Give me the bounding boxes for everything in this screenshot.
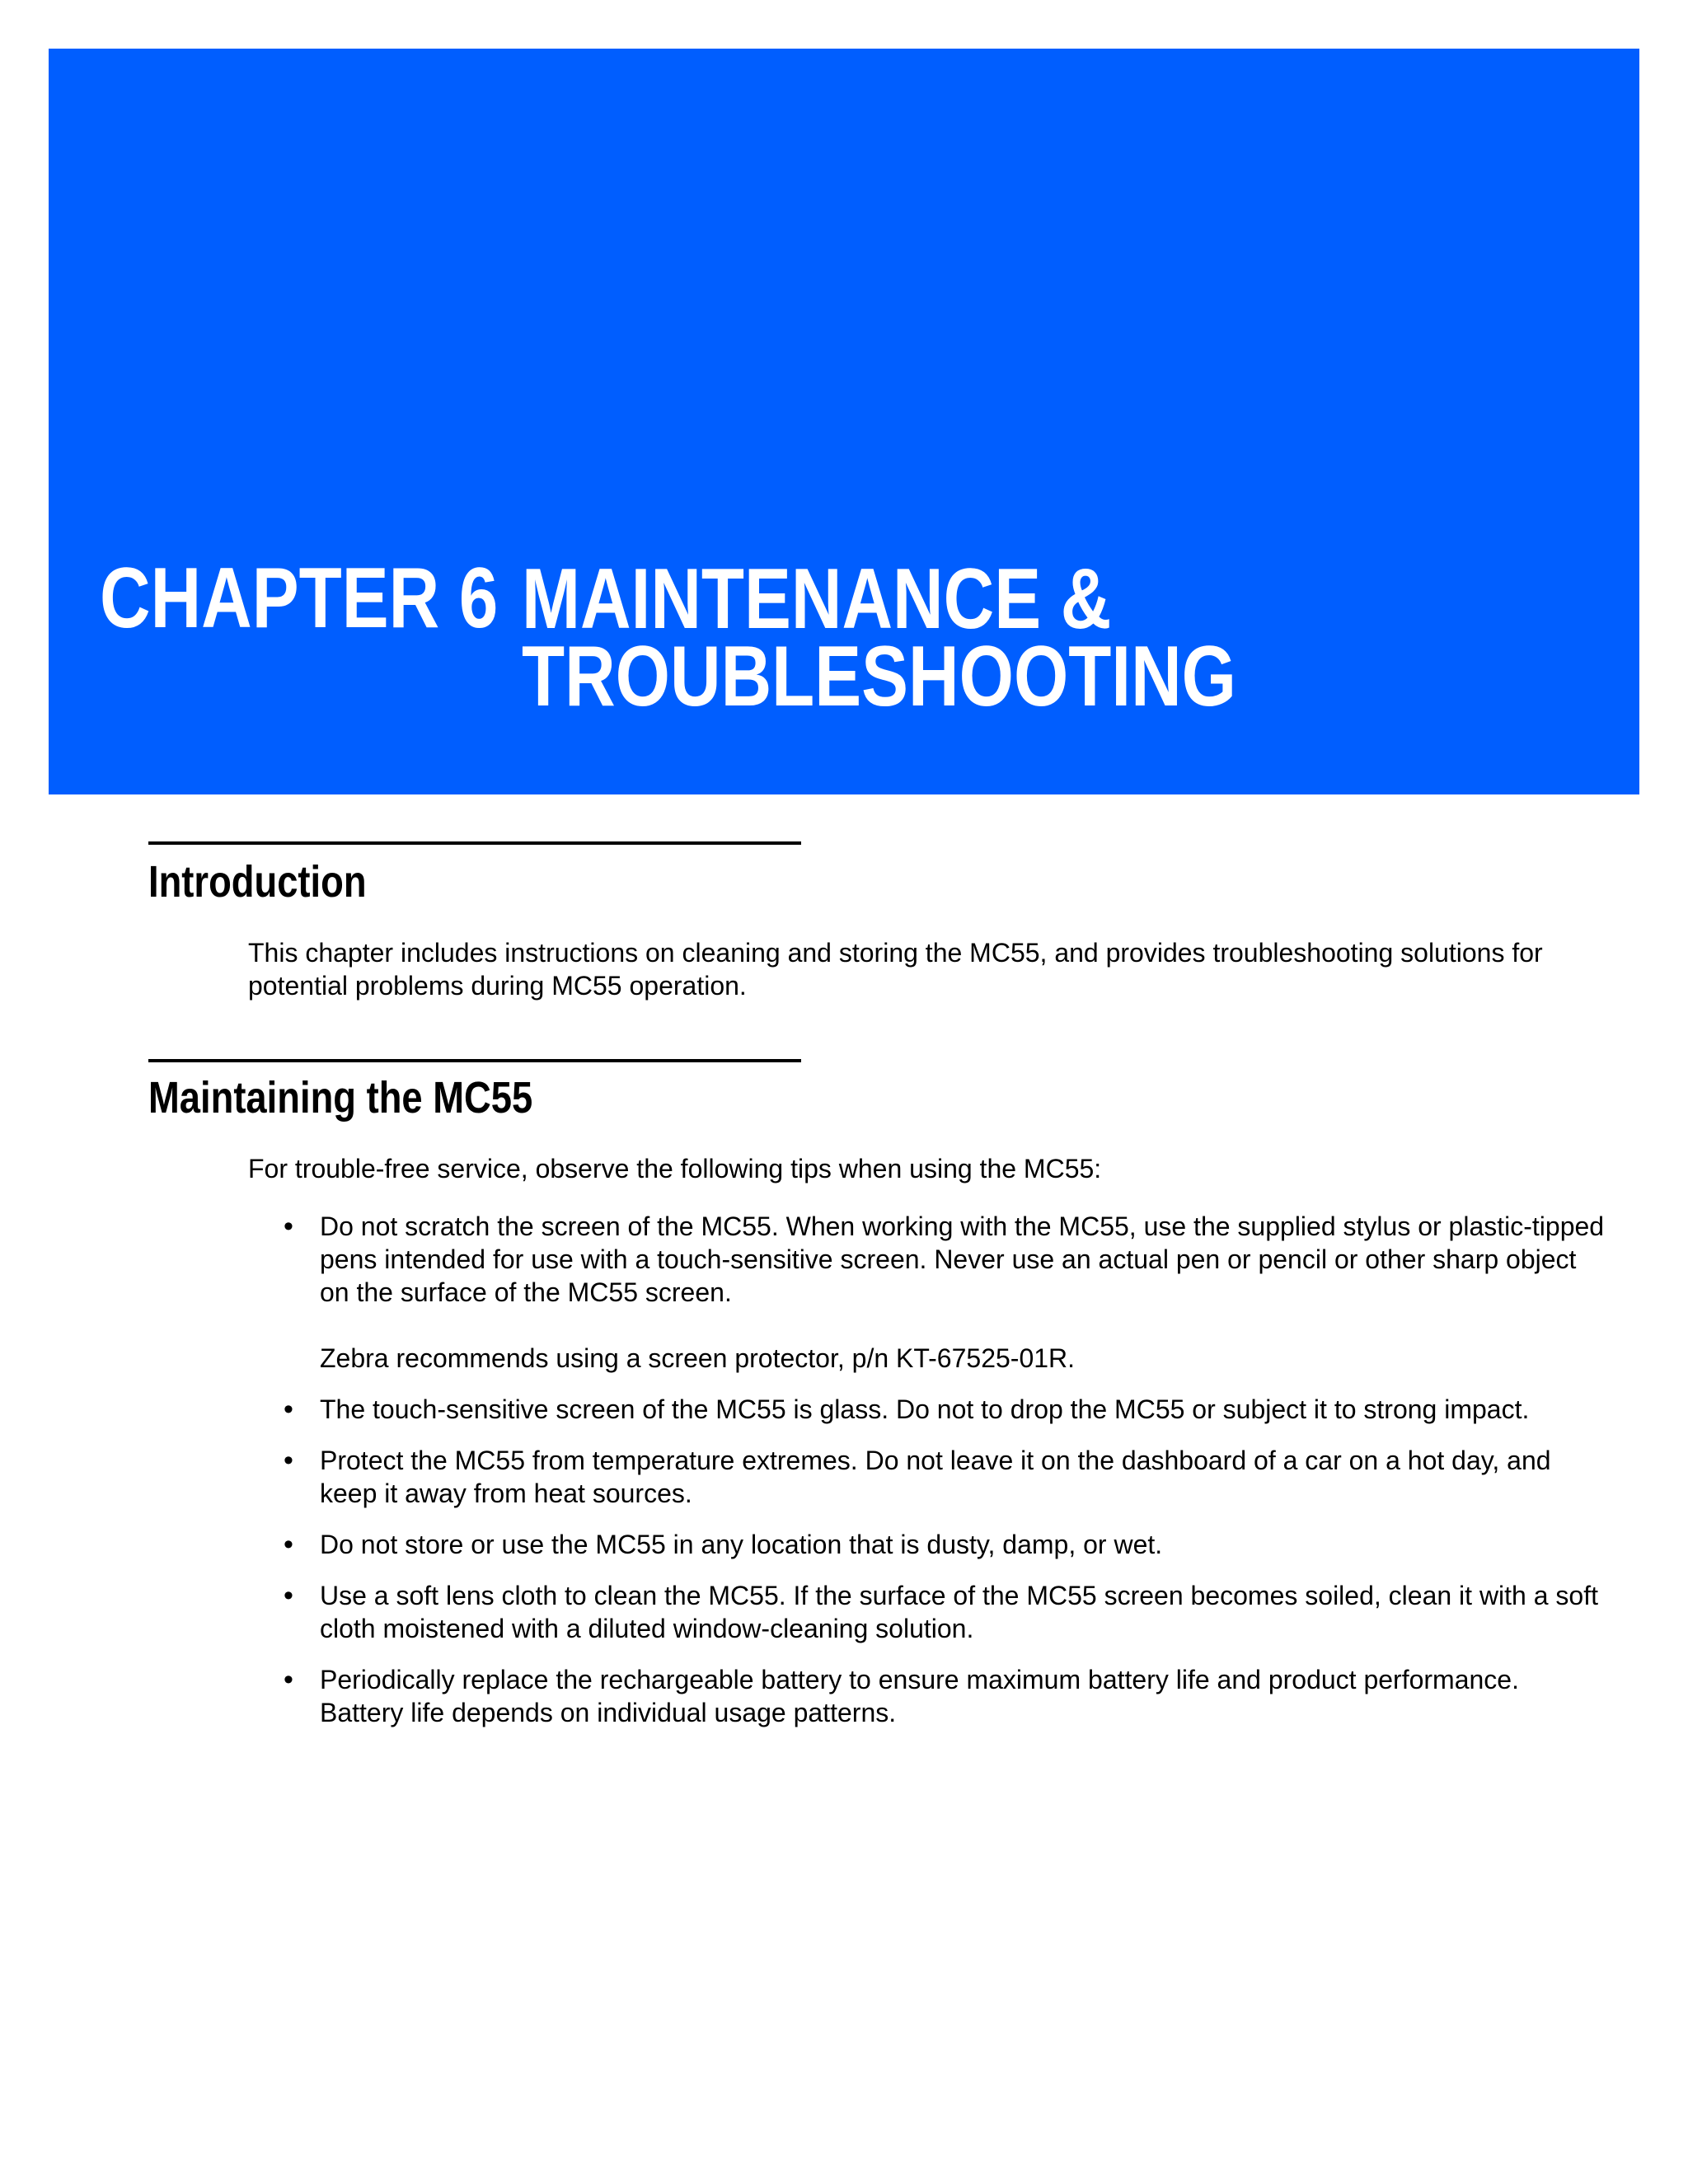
section-rule-maintaining [148, 1059, 801, 1062]
list-item-text: Do not scratch the screen of the MC55. When working with the MC55, use the supplied stylus or plastic-tipped pens intended for use with a touch-sensitive screen. Never use an actual pen or pencil or other sharp object on the surface of the MC55 screen. [320, 1212, 1605, 1307]
bullet-icon: • [284, 1580, 293, 1611]
list-item-text: Do not store or use the MC55 in any location that is dusty, damp, or wet. [320, 1530, 1163, 1559]
maintenance-tips-list [280, 1210, 1607, 1747]
bullet-icon: • [284, 1529, 293, 1560]
list-item-text: Use a soft lens cloth to clean the MC55. If the surface of the MC55 screen becomes soiled, clean it with a soft cloth moistened with a diluted window-cleaning solution. [320, 1581, 1598, 1643]
list-item [280, 1444, 1607, 1510]
list-item-text: Periodically replace the rechargeable battery to ensure maximum battery life and product performance. Battery life depends on individual usage patterns. [320, 1665, 1519, 1727]
chapter-title [522, 551, 1237, 724]
list-item [280, 1210, 1607, 1375]
section-heading-introduction: Introduction [148, 857, 367, 907]
list-item [280, 1663, 1607, 1729]
list-item-subnote: Zebra recommends using a screen protector, p/n KT-67525-01R. [320, 1343, 1076, 1373]
maintaining-intro: For trouble-free service, observe the following tips when using the MC55: [248, 1154, 1102, 1183]
list-item [280, 1393, 1607, 1426]
chapter-title-line-1: MAINTENANCE & [522, 551, 1112, 647]
bullet-icon: • [284, 1664, 293, 1695]
section-rule-introduction [148, 841, 801, 845]
section-heading-maintaining: Maintaining the MC55 [148, 1073, 533, 1122]
bullet-icon: • [284, 1211, 293, 1242]
bullet-icon: • [284, 1445, 293, 1476]
list-item-text: Protect the MC55 from temperature extremes. Do not leave it on the dashboard of a car on a hot day, and keep it away from heat sources. [320, 1446, 1551, 1508]
bullet-icon: • [284, 1394, 293, 1425]
introduction-paragraph: This chapter includes instructions on cleaning and storing the MC55, and provides troubleshooting solutions for potential problems during MC55 operation. [248, 938, 1543, 1001]
list-item [280, 1528, 1607, 1561]
list-item [280, 1579, 1607, 1645]
list-item-text: The touch-sensitive screen of the MC55 is glass. Do not to drop the MC55 or subject it to strong impact. [320, 1394, 1530, 1424]
chapter-title-line-2: TROUBLESHOOTING [522, 629, 1237, 724]
chapter-number: CHAPTER 6 [100, 551, 499, 646]
